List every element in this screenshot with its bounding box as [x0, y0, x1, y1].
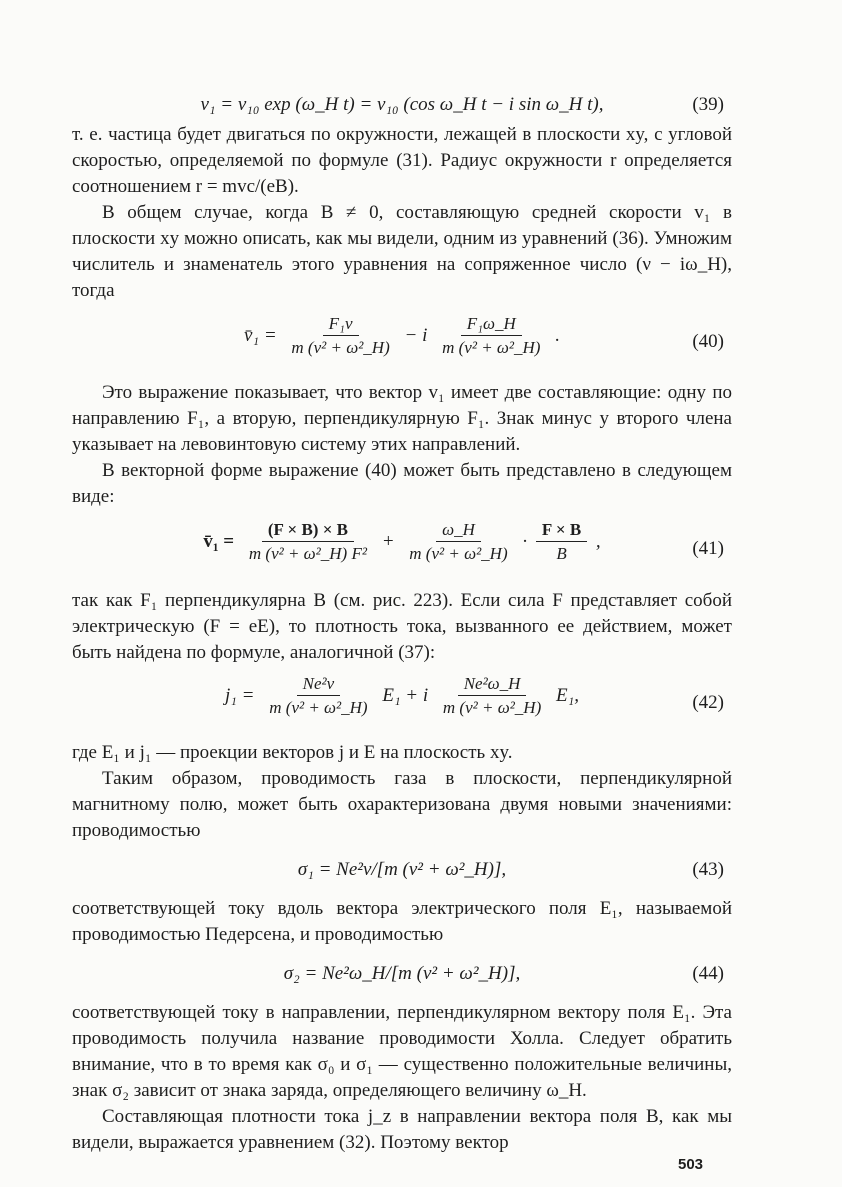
paragraph-6: где E₁ и j₁ — проекции векторов j и E на плоскость xy.: [72, 742, 513, 763]
paragraph-4: В векторной форме выражение (40) может быть представлено в следующем виде:: [72, 460, 732, 507]
equation-41-number: (41): [692, 538, 724, 559]
equation-41-fraction-2: [403, 520, 513, 565]
page-number: 503: [678, 1156, 704, 1173]
page-content: [72, 88, 732, 1156]
paragraph-2: В общем случае, когда B ≠ 0, составляющую средней скорости v₁ в плоскости xy можно описать, как мы видели, одним из уравнений (36). Умножим числитель и знаменатель этого уравнения на сопряженное число (ν − iω_H), тогда: [72, 202, 732, 301]
equation-42-f2-num: Ne²ω_H: [458, 674, 527, 696]
equation-42-number: (42): [692, 692, 724, 713]
equation-42: [72, 666, 732, 740]
equation-41-f2-den: m (ν² + ω²_H): [409, 544, 508, 563]
equation-41-fraction-1: [243, 520, 373, 565]
paragraph-1: т. е. частица будет двигаться по окружности, лежащей в плоскости xy, с угловой скоростью, определяемой по формуле (31). Радиус окружности r определяется соотношением r = mvc/(eB).: [72, 124, 732, 197]
equation-41-end: ,: [595, 530, 601, 552]
equation-41-fraction-3: [536, 520, 587, 565]
paragraph-10: Составляющая плотности тока j_z в направлении вектора поля B, как мы видели, выражается уравнением (32). Поэтому вектор: [72, 1106, 732, 1153]
equation-40-end: .: [555, 324, 560, 346]
equation-42-f2-den: m (ν² + ω²_H): [442, 698, 542, 717]
equation-39-number: (39): [692, 94, 724, 115]
equation-41-lhs: v̄₁ =: [203, 530, 235, 552]
paragraph-7: Таким образом, проводимость газа в плоскости, перпендикулярной магнитному полю, может быть охарактеризована двумя новыми значениями: проводимостью: [72, 768, 732, 841]
equation-42-f1-den: m (ν² + ω²_H): [269, 698, 368, 717]
equation-42-fraction-1: [263, 674, 373, 719]
equation-40-f1-den: m (ν² + ω²_H): [291, 338, 390, 357]
equation-40-f2-num: F₁ω_H: [461, 314, 522, 336]
equation-41-dot: ·: [522, 530, 528, 552]
equation-42-f1-num: Ne²ν: [297, 674, 341, 696]
equation-39: [72, 88, 732, 122]
equation-40-lhs: v̄₁ =: [244, 324, 277, 346]
equation-41-f1-num: (F × B) × B: [262, 520, 354, 542]
equation-42-end: E₁,: [556, 684, 579, 706]
equation-44-body: σ₂ = Ne²ω_H/[m (ν² + ω²_H)],: [283, 963, 521, 984]
equation-41: [72, 510, 732, 588]
equation-41-f2-num: ω_H: [436, 520, 481, 542]
equation-40-fraction-1: [285, 314, 395, 359]
equation-42-mid: E₁ + i: [382, 684, 429, 706]
equation-41-f3-den: B: [556, 544, 567, 563]
equation-40-f2-den: m (ν² + ω²_H): [442, 338, 541, 357]
equation-40-mid: − i: [404, 324, 428, 346]
equation-40-fraction-2: [436, 314, 546, 359]
equation-43-number: (43): [692, 859, 724, 880]
equation-41-f3-num: F × B: [536, 520, 587, 542]
equation-43: [72, 844, 732, 896]
equation-43-body: σ₁ = Ne²ν/[m (ν² + ω²_H)],: [297, 859, 507, 880]
equation-40-f1-num: F₁ν: [323, 314, 359, 336]
equation-42-lhs: j₁ =: [225, 684, 255, 706]
equation-40: [72, 304, 732, 380]
paragraph-8: соответствующей току вдоль вектора электрического поля E₁, называемой проводимостью Педерсена, и проводимостью: [72, 898, 732, 945]
equation-41-plus: +: [381, 530, 395, 552]
equation-44-number: (44): [692, 963, 724, 984]
paragraph-5: так как F₁ перпендикулярна B (см. рис. 223). Если сила F представляет собой электрическую (F = eE), то плотность тока, вызванного ее действием, может быть найдена по формуле, аналогичной (37):: [72, 590, 732, 663]
equation-42-fraction-2: [437, 674, 547, 719]
equation-40-number: (40): [692, 331, 724, 352]
equation-44: [72, 948, 732, 1000]
equation-41-f1-den: m (ν² + ω²_H) F²: [248, 544, 367, 563]
paragraph-3: Это выражение показывает, что вектор v₁ имеет две составляющие: одну по направлению F₁, а вторую, перпендикулярную F₁. Знак минус у второго члена указывает на левовинтовую систему этих направлений.: [72, 382, 732, 455]
equation-39-body: v₁ = v₁₀ exp (ω_H t) = v₁₀ (cos ω_H t − i sin ω_H t),: [200, 94, 604, 115]
paragraph-9: соответствующей току в направлении, перпендикулярном вектору поля E₁. Эта проводимость получила название проводимости Холла. Следует обратить внимание, что в то время как σ₀ и σ₁ — существенно положительные величины, знак σ₂ зависит от знака заряда, определяющего величину ω_H.: [72, 1002, 732, 1101]
